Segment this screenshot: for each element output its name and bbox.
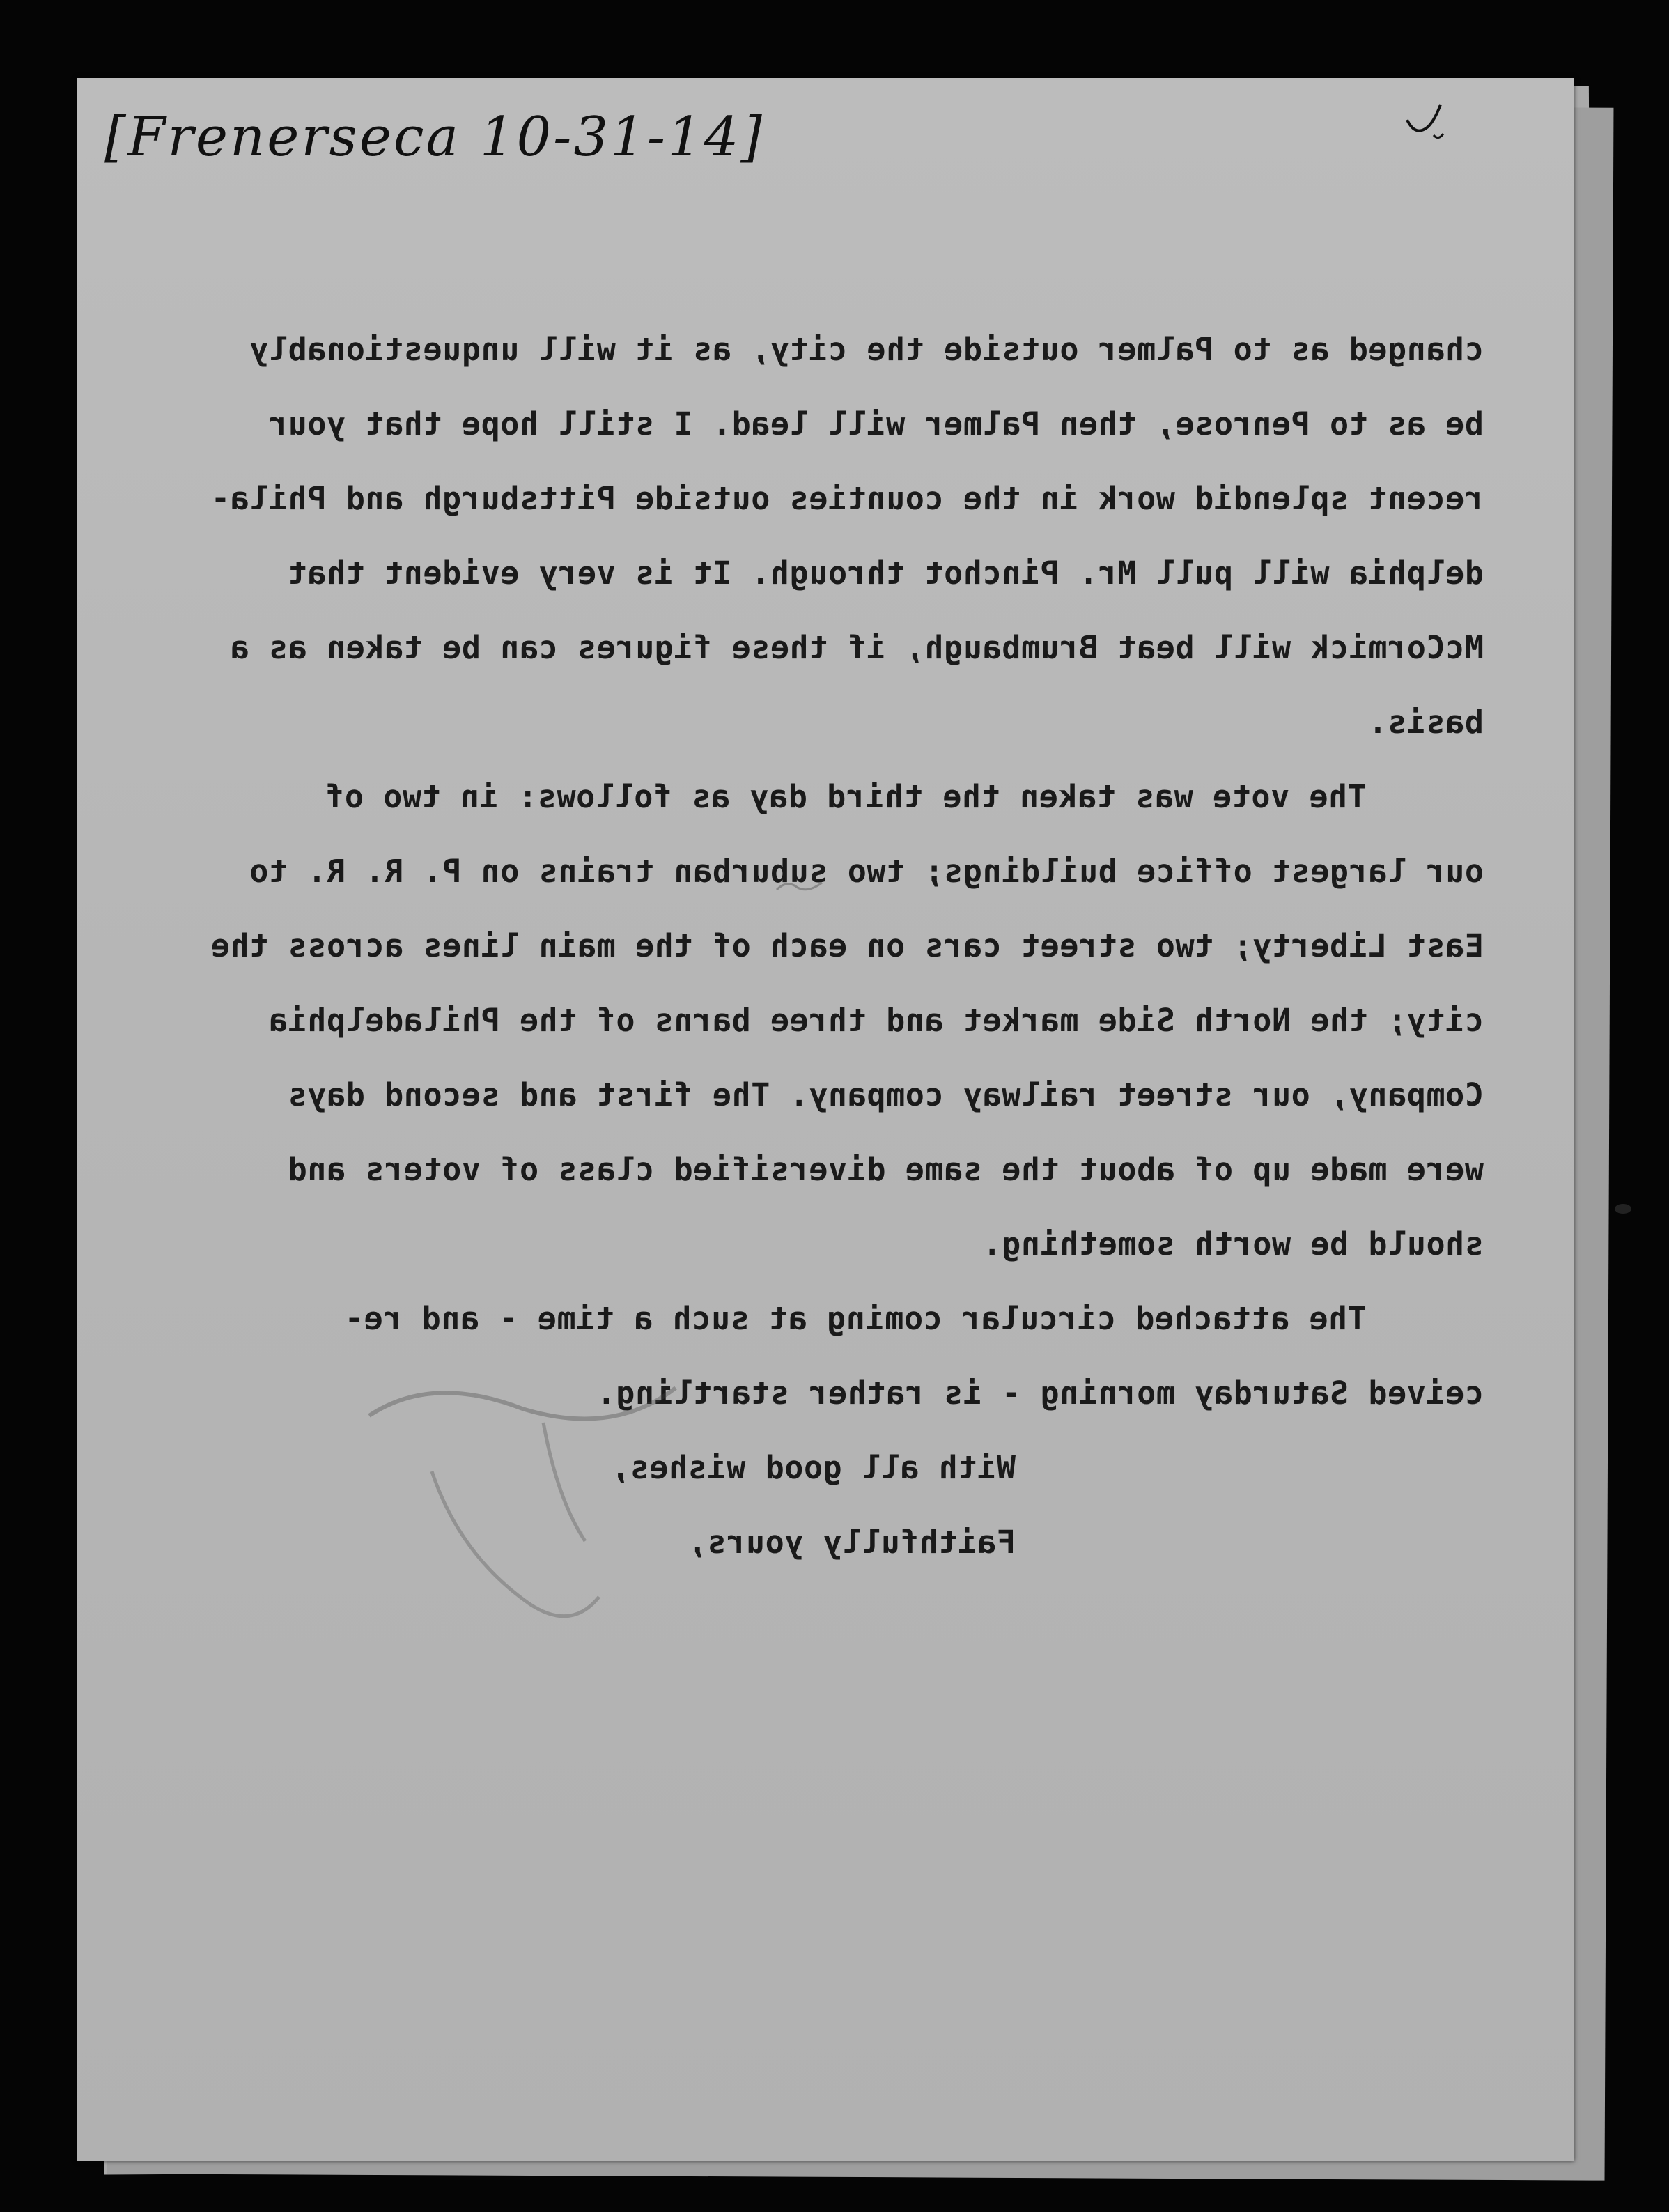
signature <box>348 1332 738 1646</box>
body-line: delphia will pull Mr. Pinchot through. It is very evident that <box>288 555 1484 591</box>
edge-mark <box>1615 1204 1631 1214</box>
body-line: were made up of about the same diversified class of voters and <box>288 1151 1484 1188</box>
sign-off-line: Faithfully yours, <box>688 1524 1016 1561</box>
body-line: recent splendid work in the counties outside Pittsburgh and Phila- <box>210 480 1484 517</box>
body-line: East Liberty; two street cars on each of the main lines across the <box>210 927 1484 964</box>
body-line: The vote was taken the third day as follows: in two of <box>325 778 1367 815</box>
body-line: basis. <box>1367 704 1484 741</box>
body-line: The attached circular coming at such a time - and re- <box>344 1300 1367 1337</box>
body-line: McCormick will beat Brumbaugh, if these figures can be taken as a <box>230 629 1484 666</box>
handwritten-date-note: [Frenerseca 10-31-14] <box>104 106 764 169</box>
body-line: Company, our street railway company. The first and second days <box>288 1076 1484 1113</box>
corner-check-mark-icon <box>1400 99 1449 148</box>
body-line: ceived Saturday morning - is rather startling. <box>596 1375 1484 1411</box>
body-line: city; the North Side market and three barns of the Philadelphia <box>268 1002 1484 1039</box>
body-line: should be worth something. <box>982 1225 1484 1262</box>
letter-page <box>77 78 1574 2161</box>
body-line: our largest office buildings; two suburban trains on P. R. R. to <box>249 853 1484 890</box>
body-line: changed as to Palmer outside the city, as it will unquestionably <box>249 331 1484 368</box>
body-line: be as to Penrose, then Palmer will lead. I still hope that your <box>268 405 1484 442</box>
pencil-annotation-mark-icon <box>773 872 829 900</box>
closing-line: With all good wishes, <box>610 1449 1016 1486</box>
signature-flourish-icon <box>348 1332 738 1646</box>
